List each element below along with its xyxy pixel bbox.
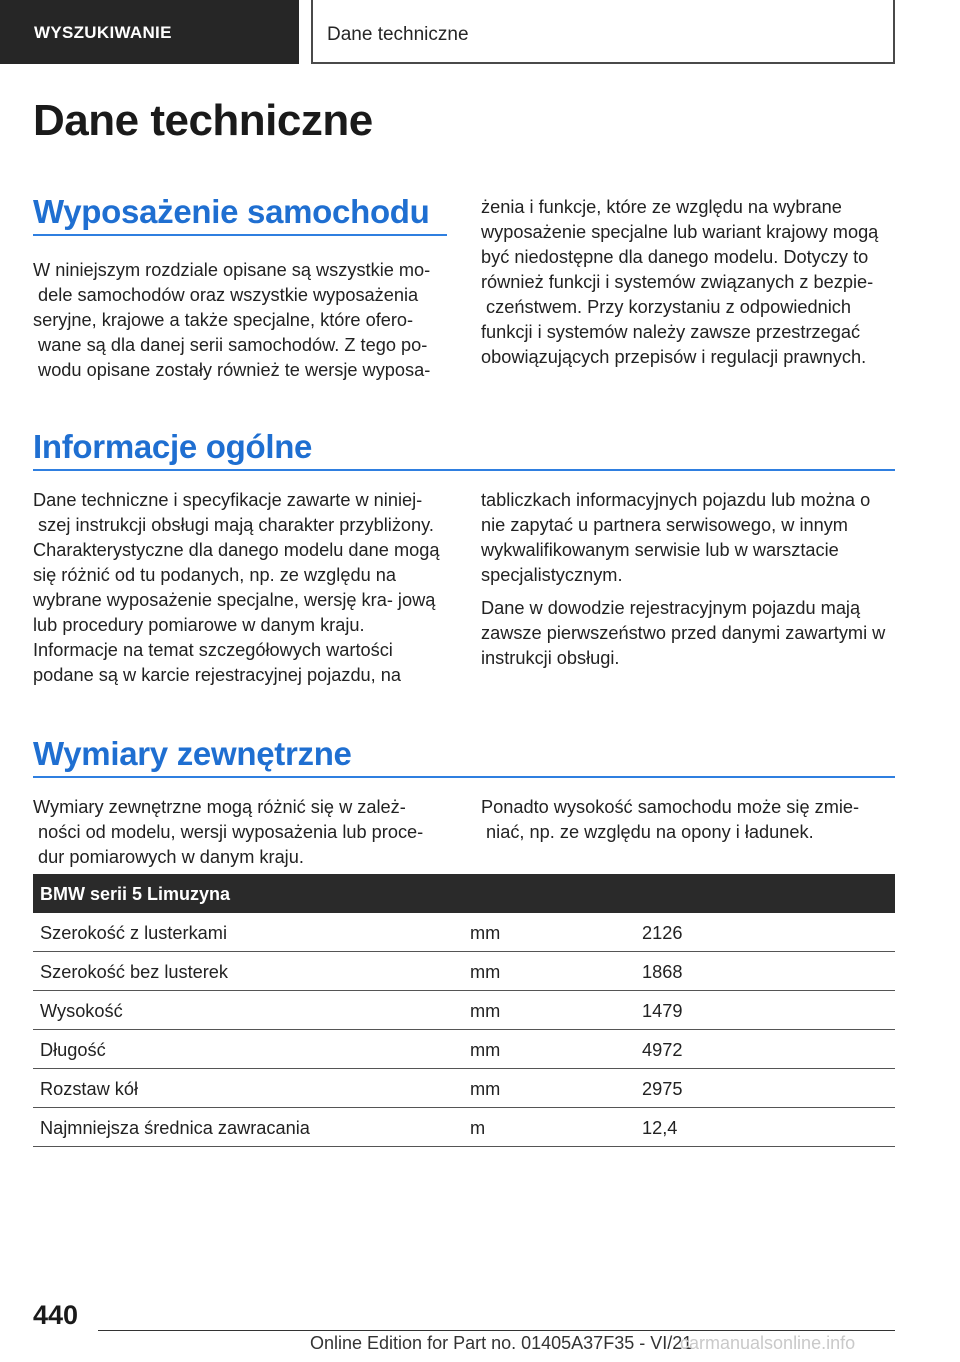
section-heading-equipment: Wyposażenie samochodu	[33, 193, 430, 230]
paragraph: Dane techniczne i specyfikacje zawarte w niniej‐ szej instrukcji obsługi mają charakter przybliżony. Charakterystyczne dla danego modelu dane mogą się różnić od tu podanych, np. ze względu na wybrane wyposażenie specjalne, wersję kra‐ jową lub procedury pomiarowe w danym kraju. Informacje na temat szczegółowych wartości podane są w karcie rejestracyjnej pojazdu, na	[33, 490, 440, 685]
section-dimensions-right-column	[481, 795, 897, 853]
table-cell-value: 12,4	[642, 1118, 678, 1138]
paragraph: Wymiary zewnętrzne mogą różnić się w zależ‐ ności od modelu, wersji wyposażenia lub proce‐ dur pomiarowych w danym kraju.	[33, 797, 424, 867]
section-dimensions-left-column	[33, 795, 451, 878]
table-cell-value: 4972	[642, 1040, 683, 1060]
search-tab[interactable]: WYSZUKIWANIE	[0, 0, 299, 64]
table-cell-label: Długość	[40, 1040, 106, 1060]
table-cell-unit: m	[470, 1118, 486, 1138]
table-cell-unit: mm	[470, 1079, 501, 1099]
watermark: carmanualsonline.info	[680, 1333, 856, 1353]
table-cell-unit: mm	[470, 962, 501, 982]
breadcrumb[interactable]: Dane techniczne	[311, 0, 895, 64]
section-equipment-right-column	[481, 195, 897, 378]
section-general-left-column	[33, 488, 451, 696]
table-cell-unit: mm	[470, 1001, 501, 1021]
paragraph: Ponadto wysokość samochodu może się zmie‐ niać, np. ze względu na opony i ładunek.	[481, 797, 860, 842]
footer-rule	[98, 1330, 895, 1331]
table-row	[33, 913, 895, 952]
paragraph: tabliczkach informacyjnych pojazdu lub można o nie zapytać u partnera serwisowego, w innym wykwalifikowanym serwisie lub w warsztacie specjalistycznym.	[481, 490, 871, 585]
table-cell-unit: mm	[470, 1040, 501, 1060]
table-cell-value: 1479	[642, 1001, 683, 1021]
section-rule	[33, 776, 895, 778]
paragraph: W niniejszym rozdziale opisane są wszystkie mo‐ dele samochodów oraz wszystkie wyposażenia seryjne, krajowe a także specjalne, które ofero‐ wane są dla danej serii samochodów. Z tego po‐ wodu opisane zostały również te wersje wyposa‐	[33, 260, 431, 380]
page-title: Dane techniczne	[33, 96, 373, 145]
table-cell-label: Szerokość z lusterkami	[40, 923, 227, 943]
table-row	[33, 1030, 895, 1069]
table-row	[33, 1069, 895, 1108]
table-cell-label: Najmniejsza średnica zawracania	[40, 1118, 310, 1138]
section-heading-exterior-dimensions: Wymiary zewnętrzne	[33, 735, 352, 772]
section-heading-general-info: Informacje ogólne	[33, 428, 313, 465]
section-general-right-column	[481, 488, 897, 679]
table-cell-value: 2975	[642, 1079, 683, 1099]
section-equipment-left-column	[33, 258, 451, 391]
paragraph: Dane w dowodzie rejestracyjnym pojazdu mają zawsze pierwszeństwo przed danymi zawartymi w instrukcji obsługi.	[481, 598, 886, 668]
section-rule	[33, 469, 895, 471]
table-header: BMW serii 5 Limuzyna	[33, 874, 895, 913]
table-row	[33, 952, 895, 991]
table-row	[33, 991, 895, 1030]
page-number: 440	[33, 1300, 79, 1330]
edition-text: Online Edition for Part no. 01405A37F35 - VI/21	[310, 1333, 693, 1353]
dimensions-table	[33, 874, 895, 1147]
table-cell-unit: mm	[470, 923, 501, 943]
top-navigation-bar	[0, 0, 960, 66]
table-cell-label: Rozstaw kół	[40, 1079, 139, 1099]
paragraph: żenia i funkcje, które ze względu na wybrane wyposażenie specjalne lub wariant krajowy mogą być niedostępne dla danego modelu. Dotyczy to również funkcji i systemów związanych z bezpie‐ czeństwem. Przy korzystaniu z odpowiednich funkcji i systemów należy zawsze przestrzegać obowiązujących przepisów i regulacji prawnych.	[481, 197, 879, 367]
table-cell-value: 1868	[642, 962, 683, 982]
table-cell-label: Szerokość bez lusterek	[40, 962, 229, 982]
section-rule	[33, 234, 447, 236]
table-cell-value: 2126	[642, 923, 683, 943]
table-cell-label: Wysokość	[40, 1001, 123, 1021]
table-row	[33, 1108, 895, 1147]
